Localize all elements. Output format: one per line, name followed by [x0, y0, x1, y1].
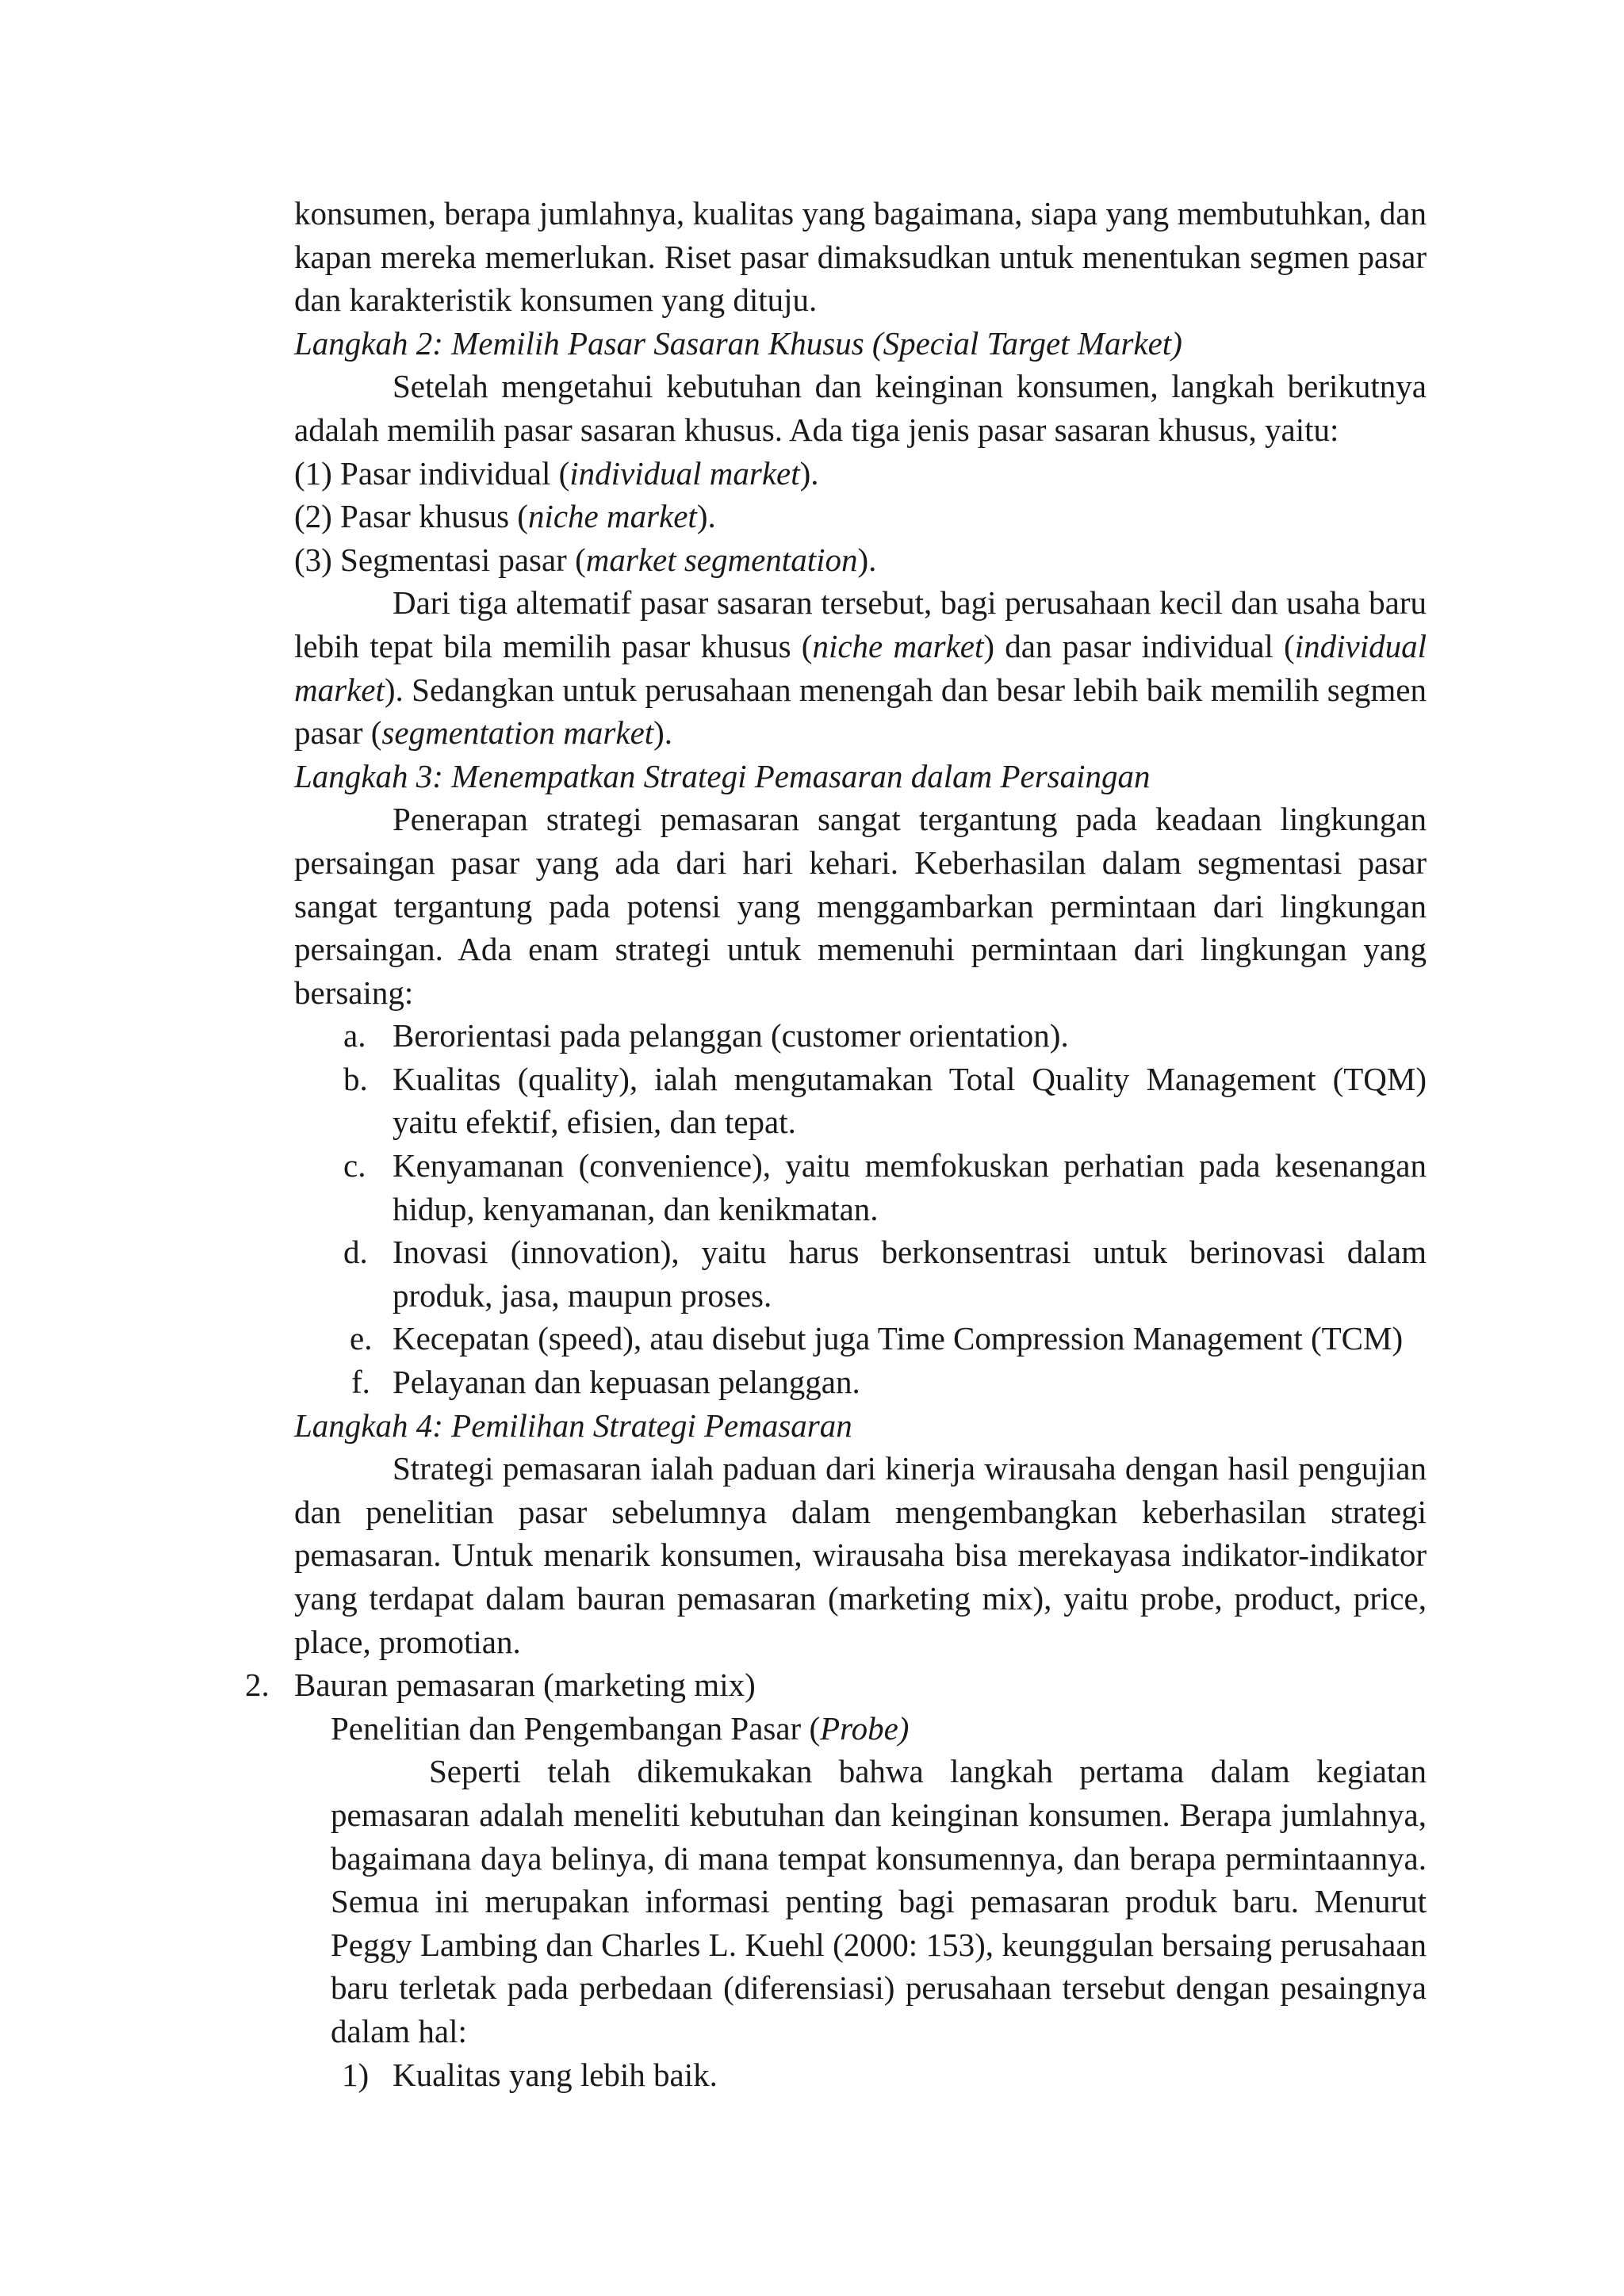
- list-item-strategi-d: d. Inovasi (innovation), yaitu harus berkonsentrasi untuk berinovasi dalam produk, jasa, maupun proses.: [343, 1234, 1427, 1314]
- heading-langkah-4: Langkah 4: Pemilihan Strategi Pemasaran: [294, 1406, 852, 1444]
- heading-langkah-2: Langkah 2: Memilih Pasar Sasaran Khusus (Special Target Market): [294, 324, 1182, 362]
- paragraph-alternatif-pasar: Dari tiga altematif pasar sasaran tersebut, bagi perusahaan kecil dan usaha baru lebih tepat bila memilih pasar khusus (niche market) dan pasar individual (individual market). Sedangkan untuk perusahaan menengah dan besar lebih baik memilih segmen pasar (segmentation market).: [294, 584, 1427, 752]
- list-item-strategi-f: f. Pelayanan dan kepuasan pelanggan.: [351, 1364, 860, 1401]
- heading-probe: Penelitian dan Pengembangan Pasar (Probe): [331, 1709, 910, 1747]
- paragraph-langkah-4: Strategi pemasaran ialah paduan dari kinerja wirausaha dengan hasil pengujian dan penelitian pasar sebelumnya dalam mengembangkan keberhasilan strategi pemasaran. Untuk menarik konsumen, wirausaha bisa merekayasa indikator-indikator yang terdapat dalam bauran pemasaran (marketing mix), yaitu probe, product, price, place, promotian.: [294, 1450, 1427, 1660]
- list-item-pasar-khusus: (2) Pasar khusus (niche market).: [294, 498, 716, 535]
- section-bauran-pemasaran: 2. Bauran pemasaran (marketing mix): [294, 1663, 1427, 1707]
- list-item-strategi-c: c. Kenyamanan (convenience), yaitu memfokuskan perhatian pada kesenangan hidup, kenyamanan, dan kenikmatan.: [343, 1147, 1427, 1227]
- section-title-bauran: Bauran pemasaran (marketing mix): [294, 1667, 756, 1704]
- page-body: [245, 192, 1427, 2096]
- list-item-strategi-a: a. Berorientasi pada pelanggan (customer orientation).: [343, 1017, 1069, 1054]
- heading-langkah-3: Langkah 3: Menempatkan Strategi Pemasaran dalam Persaingan: [294, 757, 1151, 794]
- paragraph-langkah-3: Penerapan strategi pemasaran sangat tergantung pada keadaan lingkungan persaingan pasar yang ada dari hari kehari. Keberhasilan dalam segmentasi pasar sangat tergantung pada potensi yang menggambarkan permintaan dari lingkungan persaingan. Ada enam strategi untuk memenuhi permintaan dari lingkungan yang bersaing:: [294, 801, 1427, 1011]
- list-item-kualitas: 1) Kualitas yang lebih baik.: [342, 2056, 718, 2093]
- subsection-probe: [331, 1707, 1427, 2096]
- list-item-strategi-e: e. Kecepatan (speed), atau disebut juga Time Compression Management (TCM): [350, 1320, 1404, 1357]
- paragraph-probe: Seperti telah dikemukakan bahwa langkah pertama dalam kegiatan pemasaran adalah meneliti kebutuhan dan keinginan konsumen. Berapa jumlahnya, bagaimana daya belinya, di mana tempat konsumennya, dan berapa permintaannya. Semua ini merupakan informasi penting bagi pemasaran produk baru. Menurut Peggy Lambing dan Charles L. Kuehl (2000: 153), keunggulan bersaing perusahaan baru terletak pada perbedaan (diferensiasi) perusahaan tersebut dengan pesaingnya dalam hal:: [331, 1753, 1427, 2049]
- list-item-strategi-b: b. Kualitas (quality), ialah mengutamakan Total Quality Management (TQM) yaitu efektif, efisien, dan tepat.: [343, 1060, 1427, 1141]
- list-item-pasar-individual: (1) Pasar individual (individual market).: [294, 454, 819, 492]
- paragraph-langkah-2: Setelah mengetahui kebutuhan dan keinginan konsumen, langkah berikutnya adalah memilih pasar sasaran khusus. Ada tiga jenis pasar sasaran khusus, yaitu:: [294, 368, 1427, 448]
- list-item-segmentasi-pasar: (3) Segmentasi pasar (market segmentation).: [294, 541, 877, 578]
- paragraph-riset-pasar: konsumen, berapa jumlahnya, kualitas yang bagaimana, siapa yang membutuhkan, dan kapan mereka memerlukan. Riset pasar dimaksudkan untuk menentukan segmen pasar dan karakteristik konsumen yang dituju.: [294, 195, 1427, 319]
